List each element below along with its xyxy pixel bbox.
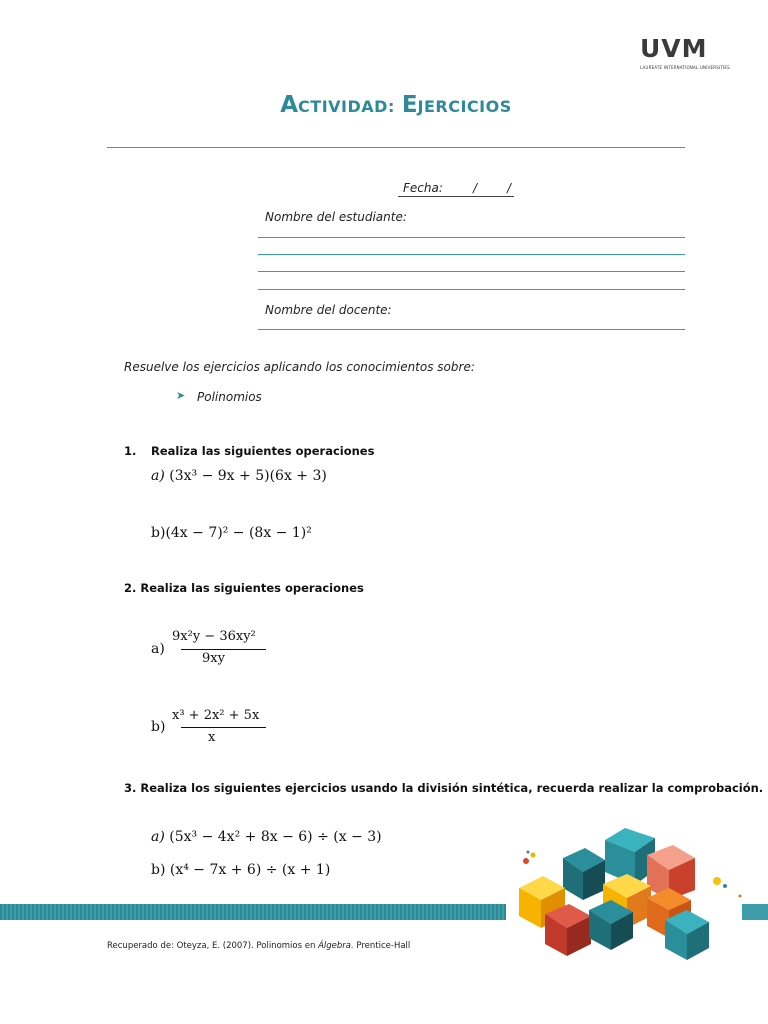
- student-name-line-2[interactable]: [258, 254, 685, 255]
- question-3a-label: a): [151, 829, 165, 845]
- question-3b-expr: (x⁴ − 7x + 6) ÷ (x + 1): [169, 862, 331, 878]
- fraction-bar: [181, 727, 266, 728]
- title-initial-e: E: [401, 92, 418, 118]
- question-1a: [151, 468, 327, 484]
- fraction-bar: [181, 649, 266, 650]
- arrow-bullet-icon: ➤: [176, 390, 186, 402]
- student-name-line-4[interactable]: [258, 289, 685, 290]
- decorative-cubes: [505, 800, 768, 975]
- question-2b-numerator: x³ + 2x² + 5x: [172, 708, 260, 723]
- teacher-name-label: Nombre del docente:: [265, 303, 392, 317]
- question-2b-label: b): [151, 719, 166, 735]
- question-3b: [151, 862, 330, 878]
- footer-citation-book: Álgebra.: [318, 941, 354, 951]
- fecha-separator-1: /: [473, 181, 478, 195]
- question-1a-label: a): [151, 468, 165, 484]
- question-1a-expr: (3x³ − 9x + 5)(6x + 3): [169, 468, 327, 484]
- fecha-label: Fecha:: [403, 181, 443, 195]
- question-2b-denominator: x: [208, 730, 216, 745]
- question-1b-expr: (4x − 7)² − (8x − 1)²: [165, 525, 312, 541]
- title-rest-2: JERCICIOS: [417, 97, 512, 116]
- student-name-label: Nombre del estudiante:: [265, 210, 407, 224]
- question-3a-expr: (5x³ − 4x² + 8x − 6) ÷ (x − 3): [169, 829, 382, 845]
- footer-citation: [107, 941, 410, 951]
- question-1b: [151, 525, 312, 541]
- question-1-number: 1.: [124, 444, 137, 458]
- question-3: [124, 781, 763, 795]
- logo-subtext: LAUREATE INTERNATIONAL UNIVERSITIES: [640, 65, 730, 70]
- logo-text: UVM: [640, 34, 708, 63]
- question-2a-label: a): [151, 641, 165, 657]
- title-rest-1: CTIVIDAD:: [298, 97, 395, 116]
- question-1b-label: b): [151, 525, 166, 541]
- question-2-number: 2.: [124, 581, 137, 595]
- question-3-title: Realiza los siguientes ejercicios usando la división sintética, recuerda realizar la comprobación.: [140, 781, 764, 795]
- question-2a-numerator: 9x²y − 36xy²: [172, 629, 256, 644]
- instructions-text: Resuelve los ejercicios aplicando los conocimientos sobre:: [124, 360, 475, 374]
- question-2-title: Realiza las siguientes operaciones: [140, 581, 364, 595]
- footer-citation-suffix: Prentice-Hall: [353, 941, 411, 951]
- title-divider: [107, 147, 685, 148]
- fecha-underline[interactable]: [398, 196, 514, 197]
- page-title: [0, 92, 768, 118]
- teacher-name-line[interactable]: [258, 329, 685, 330]
- question-3-number: 3.: [124, 781, 137, 795]
- topic-item: Polinomios: [197, 390, 262, 404]
- question-2: [124, 581, 364, 595]
- footer-citation-prefix: Recuperado de: Oteyza, E. (2007). Polinomios en: [107, 941, 319, 951]
- student-name-line-3[interactable]: [258, 271, 685, 272]
- question-1-title: Realiza las siguientes operaciones: [151, 444, 375, 458]
- fecha-separator-2: /: [507, 181, 512, 195]
- uvm-logo: [640, 34, 730, 76]
- question-3b-label: b): [151, 862, 166, 878]
- student-name-line-1[interactable]: [258, 237, 685, 238]
- question-2a-denominator: 9xy: [202, 651, 225, 666]
- question-3a: [151, 829, 382, 845]
- title-initial-a: A: [280, 92, 299, 118]
